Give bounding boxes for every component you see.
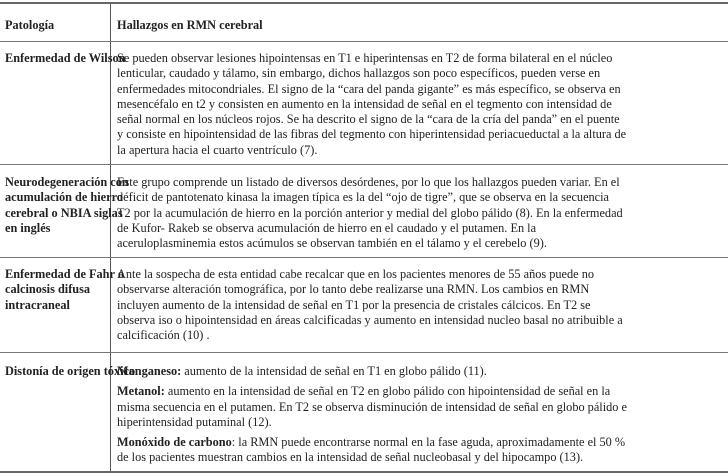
findings-cell [111, 42, 728, 164]
pathology-line: Neurodegeneración con [5, 175, 129, 189]
findings-line: lenticular, caudado y tálamo, sin embargo, dichos hallazgos son poco específicos, pueden verse en [117, 66, 601, 81]
pathology-line: Distonía de origen tóxico [5, 364, 136, 378]
pathology-line: cerebral o NBIA siglas [5, 205, 123, 220]
pathology-cell [0, 42, 126, 164]
findings-line: Este grupo comprende un listado de diversos desórdenes, por lo que los hallazgos pueden variar. En el [117, 175, 620, 189]
findings-line: Se pueden observar lesiones hipointensas en T1 e hiperintensas en T2 de forma bilateral en el núcleo [117, 51, 613, 65]
table-row [0, 165, 728, 258]
term-label: Monóxido de carbono [117, 435, 232, 450]
findings-line: aceruloplasminemia estos acúmulos se observan también en el tálamo y el cerebelo (9). [117, 236, 547, 251]
term-label: Metanol: [117, 384, 165, 399]
findings-cell [111, 258, 728, 352]
findings-line: enfermedades mitocondriales. El signo de la “cara del panda gigante” es más específico, se observa en [117, 81, 621, 96]
findings-line: la apertura hacia el cuarto ventrículo (7). [117, 142, 318, 157]
finding-paragraph-monoxido [117, 435, 728, 466]
findings-line: mesencéfalo en t2 y consisten en aumento en la intensidad de señal en el tegmento con intensidad de [117, 96, 612, 111]
findings-line: de Kufor- Rakeb se observa acumulación de hierro en el caudado y el putamen. En la [117, 220, 537, 235]
table-row [0, 42, 728, 165]
pathology-line: en inglés [5, 220, 51, 235]
pathology-line: Enfermedad de Fahr o [5, 267, 124, 281]
findings-cell [111, 353, 728, 471]
findings-text: aumento de la intensidad de señal en T1 en globo pálido (11). [181, 364, 487, 378]
findings-text: de los pacientes muestran cambios en la intensidad de señal nucleobasal y del hipocampo (13). [117, 450, 584, 465]
pathology-cell [0, 258, 124, 352]
pathology-line: intracraneal [5, 297, 70, 312]
term-label: Manganeso: [117, 364, 182, 378]
pathology-line: calcinosis difusa [5, 282, 91, 297]
findings-line: observa iso o hipointensidad en áreas calcificadas y aumento en intensidad nucleo basal no atribuible a [117, 312, 623, 327]
pathology-cell [0, 353, 136, 471]
header-findings: Hallazgos en RMN cerebral [117, 18, 263, 32]
findings-line: y consiste en hipointensidad de las fibras del tegmento con hiperintensidad periacueductal a la altura de [117, 127, 627, 142]
table-header-row [0, 4, 728, 42]
findings-line: Ante la sospecha de esta entidad cabe recalcar que en los pacientes menores de 55 años puede no [117, 267, 594, 281]
findings-line: calcificación (10) . [117, 328, 210, 343]
findings-text: hiperintensidad putaminal (12). [117, 414, 272, 429]
findings-line: incluyen aumento de la intensidad de señal en T1 por la presencia de cristales cálcicos. En T2 se [117, 297, 591, 312]
findings-line: déficit de pantotenato kinasa la imagen típica es la del “ojo de tigre”, que se observa en la secuencia [117, 190, 610, 205]
findings-cell [111, 165, 728, 257]
pathology-mri-table [0, 2, 728, 473]
findings-line: observarse alteración tomográfica, por lo tanto debe realizarse una RMN. Los cambios en RMN [117, 282, 590, 297]
finding-paragraph-metanol [117, 384, 728, 430]
table-row [0, 353, 728, 473]
table-row [0, 258, 728, 353]
findings-text: aumento en la intensidad de señal en T2 en globo pálido con hipointensidad de señal en la [164, 384, 611, 399]
findings-line: señal normal en los núcleos rojos. Se ha descrito el signo de la “cara de la cría del panda” en el puente [117, 112, 620, 127]
pathology-cell [0, 165, 129, 257]
findings-text: misma secuencia en el putamen. En T2 se observa disminución de intensidad de señal en globo pálido e [117, 399, 627, 414]
findings-text: : la RMN puede encontrarse normal en la fase aguda, aproximadamente el 50 % [231, 435, 626, 450]
header-pathology: Patología [0, 4, 111, 41]
pathology-line: Enfermedad de Wilson [5, 51, 126, 65]
finding-paragraph-manganeso [117, 364, 728, 379]
findings-line: T2 por la acumulación de hierro en la porción anterior y medial del globo pálido (8). En la enfermedad [117, 205, 623, 220]
pathology-line: acumulación de hierro [5, 190, 123, 205]
